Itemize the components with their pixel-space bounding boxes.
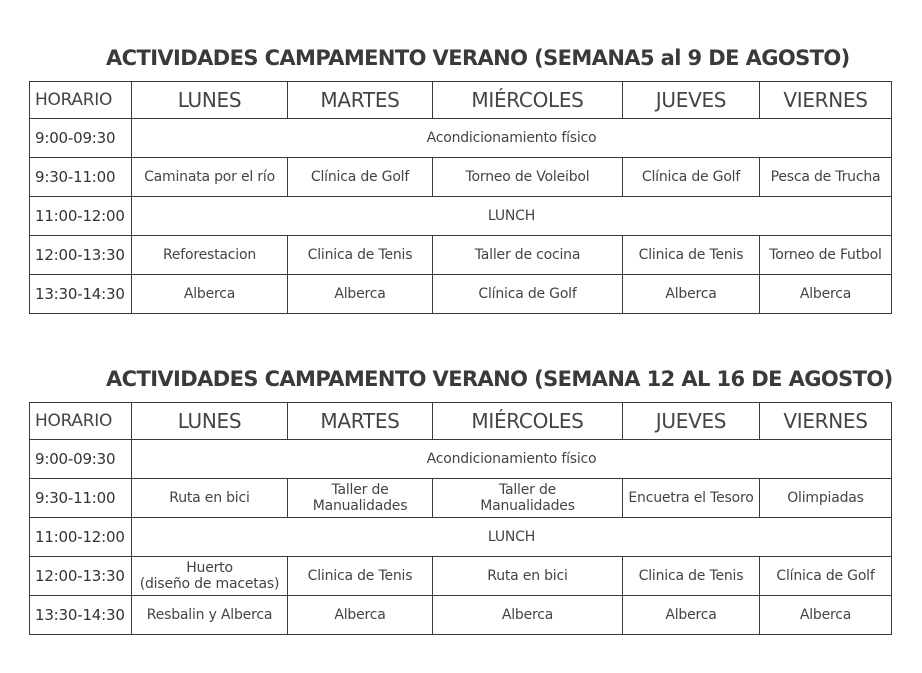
activity-cell: Clínica de Golf (288, 158, 433, 197)
table-row (30, 479, 892, 518)
activity-cell: Alberca (623, 275, 760, 314)
hour-cell: 9:00-09:30 (30, 440, 132, 479)
header-lunes: LUNES (132, 82, 288, 119)
activity-cell: Torneo de Futbol (760, 236, 892, 275)
week1-title: ACTIVIDADES CAMPAMENTO VERANO (SEMANA5 al 9 DE AGOSTO) (106, 46, 850, 70)
header-lunes: LUNES (132, 403, 288, 440)
activity-cell: Clinica de Tenis (288, 557, 433, 596)
header-horario: HORARIO (30, 403, 132, 440)
hour-cell: 9:30-11:00 (30, 158, 132, 197)
header-martes: MARTES (288, 403, 433, 440)
hour-cell: 11:00-12:00 (30, 518, 132, 557)
activity-cell: Alberca (760, 596, 892, 635)
all-week-activity: Acondicionamiento físico (132, 119, 892, 158)
header-miercoles: MIÉRCOLES (433, 403, 623, 440)
all-week-activity: Acondicionamiento físico (132, 440, 892, 479)
week2-title: ACTIVIDADES CAMPAMENTO VERANO (SEMANA 12 AL 16 DE AGOSTO) (106, 367, 893, 391)
header-jueves: JUEVES (623, 403, 760, 440)
activity-cell: Clinica de Tenis (623, 557, 760, 596)
table-row (30, 440, 892, 479)
activity-cell: Huerto (diseño de macetas) (132, 557, 288, 596)
activity-cell: Clinica de Tenis (288, 236, 433, 275)
activity-cell: Alberca (623, 596, 760, 635)
header-row (30, 82, 892, 119)
week2-schedule-table (29, 402, 892, 635)
table-row (30, 557, 892, 596)
activity-cell: Olimpiadas (760, 479, 892, 518)
activity-cell: Clínica de Golf (623, 158, 760, 197)
activity-cell: Ruta en bici (433, 557, 623, 596)
week1-schedule-table (29, 81, 892, 314)
table-row (30, 518, 892, 557)
activity-cell: Encuetra el Tesoro (623, 479, 760, 518)
activity-cell: Taller de Manualidades (433, 479, 623, 518)
activity-cell: Reforestacion (132, 236, 288, 275)
activity-cell: Ruta en bici (132, 479, 288, 518)
activity-cell: Alberca (433, 596, 623, 635)
lunch-cell: LUNCH (132, 197, 892, 236)
activity-cell: Taller de cocina (433, 236, 623, 275)
hour-cell: 13:30-14:30 (30, 596, 132, 635)
lunch-cell: LUNCH (132, 518, 892, 557)
activity-cell: Torneo de Voleibol (433, 158, 623, 197)
table-row (30, 236, 892, 275)
activity-cell: Alberca (288, 275, 433, 314)
table-row (30, 197, 892, 236)
activity-cell: Clinica de Tenis (623, 236, 760, 275)
header-viernes: VIERNES (760, 82, 892, 119)
hour-cell: 12:00-13:30 (30, 557, 132, 596)
activity-cell: Alberca (132, 275, 288, 314)
activity-cell: Taller de Manualidades (288, 479, 433, 518)
activity-cell: Clínica de Golf (760, 557, 892, 596)
table-row (30, 119, 892, 158)
table-row (30, 596, 892, 635)
hour-cell: 12:00-13:30 (30, 236, 132, 275)
header-viernes: VIERNES (760, 403, 892, 440)
header-horario: HORARIO (30, 82, 132, 119)
header-miercoles: MIÉRCOLES (433, 82, 623, 119)
header-jueves: JUEVES (623, 82, 760, 119)
hour-cell: 13:30-14:30 (30, 275, 132, 314)
table-row (30, 158, 892, 197)
activity-cell: Alberca (760, 275, 892, 314)
hour-cell: 11:00-12:00 (30, 197, 132, 236)
activity-cell: Alberca (288, 596, 433, 635)
activity-cell: Pesca de Trucha (760, 158, 892, 197)
hour-cell: 9:30-11:00 (30, 479, 132, 518)
header-martes: MARTES (288, 82, 433, 119)
table-row (30, 275, 892, 314)
activity-cell: Resbalin y Alberca (132, 596, 288, 635)
header-row (30, 403, 892, 440)
activity-cell: Clínica de Golf (433, 275, 623, 314)
hour-cell: 9:00-09:30 (30, 119, 132, 158)
activity-cell: Caminata por el río (132, 158, 288, 197)
